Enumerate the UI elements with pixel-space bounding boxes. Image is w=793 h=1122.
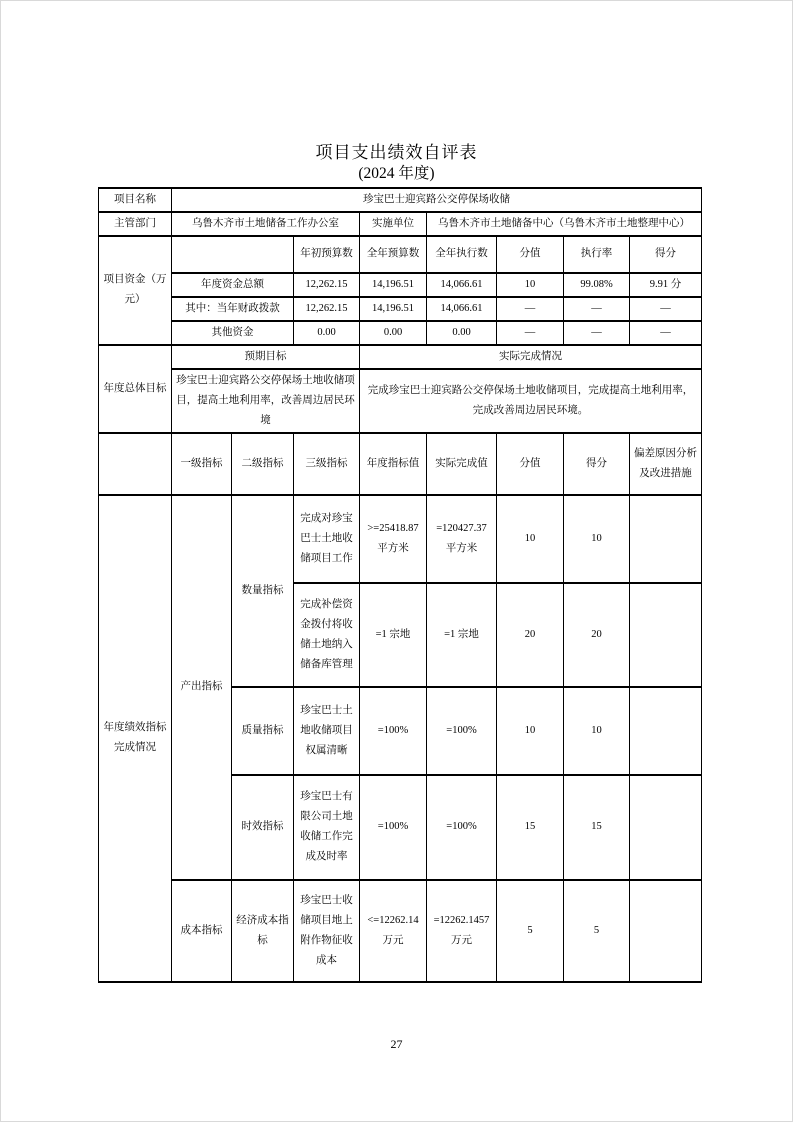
indicator-actual-value: =12262.1457: [433, 914, 490, 926]
funds-cell-initial: 12,262.15: [294, 297, 360, 321]
indicator-target-cell: [360, 880, 427, 982]
funds-section-label-cell: 项目资金（万元）: [99, 236, 172, 345]
dept-value-cell: 乌鲁木齐市土地储备工作办公室: [172, 212, 360, 236]
indicator-score-cell: 5: [564, 880, 630, 982]
indicator-target-cell: [360, 687, 427, 775]
indicator-level1-cell: 成本指标: [172, 880, 232, 982]
funds-cell-budget: 14,196.51: [360, 273, 427, 297]
indicator-level3-cell: 完成补偿资金拨付将收储土地纳入储备库管理: [294, 583, 360, 687]
indicator-target-value: >=25418.87: [367, 522, 419, 534]
indicator-col-header-level2: 二级指标: [232, 433, 294, 495]
funds-col-header-budget: 全年预算数: [360, 236, 427, 273]
indicator-level3-cell: 完成对珍宝巴士土地收储项目工作: [294, 495, 360, 583]
indicator-score-cell: 10: [564, 687, 630, 775]
indicator-target-value: <=12262.14: [367, 914, 419, 926]
indicator-actual-cell: [427, 495, 497, 583]
indicator-actual-cell: [427, 880, 497, 982]
funds-row-label: 年度资金总额: [172, 273, 294, 297]
indicator-col-header-score: 得分: [564, 433, 630, 495]
indicator-deviation-cell: [630, 880, 702, 982]
indicator-col-header-max-score: 分值: [497, 433, 564, 495]
indicator-max-score-cell: 20: [497, 583, 564, 687]
indicator-col-header-target: 年度指标值: [360, 433, 427, 495]
funds-col-header-max-score: 分值: [497, 236, 564, 273]
indicator-deviation-cell: [630, 495, 702, 583]
funds-col-header-executed: 全年执行数: [427, 236, 497, 273]
indicator-col-header-level1: 一级指标: [172, 433, 232, 495]
indicator-target-value: =100%: [377, 724, 409, 736]
indicator-target-cell: [360, 583, 427, 687]
indicator-level1-cell: 产出指标: [172, 495, 232, 880]
goal-expected-text-cell: 珍宝巴士迎宾路公交停保场土地收储项目，提高土地利用率，改善周边居民环境: [172, 369, 360, 433]
funds-cell-max-score: —: [497, 297, 564, 321]
indicator-col-header-deviation: 偏差原因分析及改进措施: [630, 433, 702, 495]
indicator-col-header-actual: 实际完成值: [427, 433, 497, 495]
funds-cell-score: 9.91 分: [630, 273, 702, 297]
indicator-col-header-level3: 三级指标: [294, 433, 360, 495]
indicator-actual-unit: 万元: [451, 934, 472, 946]
indicator-max-score-cell: 5: [497, 880, 564, 982]
funds-cell-executed: 14,066.61: [427, 273, 497, 297]
funds-cell-exec-rate: —: [564, 321, 630, 345]
funds-cell-initial: 12,262.15: [294, 273, 360, 297]
indicator-deviation-cell: [630, 583, 702, 687]
goal-actual-header-cell: 实际完成情况: [360, 345, 702, 369]
funds-cell-score: —: [630, 297, 702, 321]
impl-value-cell: 乌鲁木齐市土地储备中心（乌鲁木齐市土地整理中心）: [427, 212, 702, 236]
funds-cell-exec-rate: —: [564, 297, 630, 321]
indicator-target-cell: [360, 495, 427, 583]
indicator-level3-cell: 珍宝巴士有限公司土地收储工作完成及时率: [294, 775, 360, 880]
funds-cell-executed: 14,066.61: [427, 297, 497, 321]
indicator-actual-value: =100%: [446, 724, 477, 736]
indicator-level2-cell: 质量指标: [232, 687, 294, 775]
funds-row-label: 其他资金: [172, 321, 294, 345]
indicator-actual-unit: 平方米: [445, 542, 478, 554]
funds-cell-score: —: [630, 321, 702, 345]
indicator-actual-cell: [427, 583, 497, 687]
funds-empty-header-cell: [172, 236, 294, 273]
indicator-target-cell: [360, 775, 427, 880]
page-number: 27: [390, 1037, 403, 1051]
indicator-score-cell: 15: [564, 775, 630, 880]
indicator-actual-value: =120427.37: [436, 522, 487, 534]
indicator-level3-cell: 珍宝巴士土地收储项目权属清晰: [294, 687, 360, 775]
dept-label-cell: 主管部门: [99, 212, 172, 236]
indicator-target-unit: 万元: [382, 934, 404, 946]
indicator-empty-header-cell: [99, 433, 172, 495]
project-name-value-cell: 珍宝巴士迎宾路公交停保场收储: [172, 188, 702, 212]
indicator-max-score-cell: 10: [497, 687, 564, 775]
indicator-target-value: =100%: [377, 821, 409, 833]
funds-cell-initial: 0.00: [294, 321, 360, 345]
indicator-max-score-cell: 10: [497, 495, 564, 583]
funds-cell-budget: 0.00: [360, 321, 427, 345]
indicator-actual-cell: [427, 775, 497, 880]
goal-actual-text-cell: 完成珍宝巴士迎宾路公交停保场土地收储项目，完成提高土地利用率，完成改善周边居民环境。: [360, 369, 702, 433]
indicator-actual-value: =100%: [446, 821, 477, 833]
indicator-section-label-cell: 年度绩效指标完成情况: [99, 495, 172, 982]
indicator-level2-cell: 数量指标: [232, 495, 294, 687]
funds-cell-exec-rate: 99.08%: [564, 273, 630, 297]
funds-row-label: 其中：当年财政拨款: [172, 297, 294, 321]
page-subtitle: (2024 年度): [358, 165, 435, 182]
indicator-actual-value: =1 宗地: [444, 628, 479, 640]
funds-cell-executed: 0.00: [427, 321, 497, 345]
indicator-score-cell: 10: [564, 495, 630, 583]
indicator-level2-cell: 时效指标: [232, 775, 294, 880]
funds-cell-max-score: 10: [497, 273, 564, 297]
indicator-deviation-cell: [630, 775, 702, 880]
funds-col-header-exec-rate: 执行率: [564, 236, 630, 273]
indicator-actual-cell: [427, 687, 497, 775]
impl-label-cell: 实施单位: [360, 212, 427, 236]
indicator-level3-cell: 珍宝巴士收储项目地上附作物征收成本: [294, 880, 360, 982]
indicator-deviation-cell: [630, 687, 702, 775]
funds-col-header-initial: 年初预算数: [294, 236, 360, 273]
indicator-score-cell: 20: [564, 583, 630, 687]
self-evaluation-table: [98, 187, 702, 983]
indicator-target-value: =1 宗地: [375, 628, 411, 640]
funds-cell-max-score: —: [497, 321, 564, 345]
indicator-max-score-cell: 15: [497, 775, 564, 880]
funds-col-header-score: 得分: [630, 236, 702, 273]
indicator-level2-cell: 经济成本指标: [232, 880, 294, 982]
page-title: 项目支出绩效自评表: [315, 143, 478, 162]
goal-section-label-cell: 年度总体目标: [99, 345, 172, 433]
funds-cell-budget: 14,196.51: [360, 297, 427, 321]
indicator-target-unit: 平方米: [377, 542, 409, 554]
project-name-label-cell: 项目名称: [99, 188, 172, 212]
goal-expected-header-cell: 预期目标: [172, 345, 360, 369]
